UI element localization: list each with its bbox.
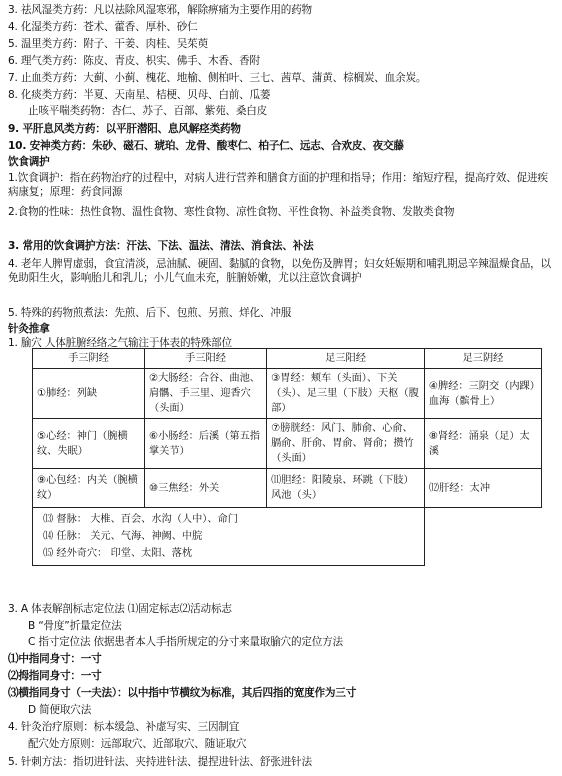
table-cell: ①肺经：列缺 xyxy=(33,369,145,419)
line-zhike: 止咳平喘类药物：杏仁、苏子、百部、紫苑、桑白皮 xyxy=(28,105,268,117)
line-bone-proportional: B “骨度”折量定位法 xyxy=(28,620,122,632)
table-cell: ⑧肾经：涌泉（足）太溪 xyxy=(424,419,541,469)
table-cell: ③胃经：颊车（头面）、下关（头）、足三里（下肢）天枢（腹部） xyxy=(267,369,425,419)
section-heading-diet: 饮食调护 xyxy=(8,156,50,168)
line-huashi: 4. 化湿类方药：苍术、藿香、厚朴、砂仁 xyxy=(8,21,198,33)
line-locating-methods: 3. A 体表解剖标志定位法 ⑴固定标志⑵活动标志 xyxy=(8,603,232,615)
table-row xyxy=(33,369,542,419)
line-finger-cun: C 指寸定位法 依据患者本人手指所规定的分寸来量取腧穴的定位方法 xyxy=(28,636,343,648)
line-anshen: 10. 安神类方药：朱砂、磁石、琥珀、龙骨、酸枣仁、柏子仁、远志、合欢皮、夜交藤 xyxy=(8,140,404,152)
line-decoction: 5. 特殊的药物煎煮法：先煎、后下、包煎、另煎、烊化、冲服 xyxy=(8,307,292,319)
line-liqi: 6. 理气类方药：陈皮、青皮、枳实、佛手、木香、香附 xyxy=(8,55,260,67)
table-header-row xyxy=(33,349,542,369)
line-simple-method: D 简便取穴法 xyxy=(28,704,92,716)
line-diet-methods: 3. 常用的饮食调护方法：汗法、下法、温法、清法、消食法、补法 xyxy=(8,240,314,252)
line-pinggan: 9. 平肝息风类方药：以平肝潜阳、息风解痉类药物 xyxy=(8,123,241,135)
line-finger-breadth-cun: ⑶横指同身寸（一夫法）：以中指中节横纹为标准，其后四指的宽度作为三寸 xyxy=(8,687,357,699)
table-cell: ⑦膀胱经：风门、肺俞、心俞、膈俞、肝俞、胃俞、肾俞；攒竹（头面） xyxy=(267,419,425,469)
table-cell: ⑨心包经：内关（腕横纹） xyxy=(33,469,145,508)
line-zhixue: 7. 止血类方药：大蓟、小蓟、槐花、地榆、侧柏叶、三七、茜草、蒲黄、棕榈炭、血余炭。 xyxy=(8,72,427,84)
meridian-acupoint-table xyxy=(32,348,542,566)
table-cell: ④脾经：三阴交（内踝）血海（髌骨上） xyxy=(424,369,541,419)
section-heading-acupuncture: 针灸推拿 xyxy=(8,323,50,335)
line-acupoint-definition: 1. 腧穴 人体脏腑经络之气输注于体表的特殊部位 xyxy=(8,337,232,349)
line-middle-finger-cun: ⑴中指同身寸：一寸 xyxy=(8,653,102,665)
table-cell: ②大肠经：合谷、曲池、肩髃、手三里、迎香穴（头面） xyxy=(144,369,266,419)
table-row-extra-meridians xyxy=(33,508,542,566)
extra-line-ren-mai: ⒁ 任脉： 关元、气海、神阙、中脘 xyxy=(43,531,203,542)
line-diet-definition: 1.饮食调护：指在药物治疗的过程中，对病人进行营养和膳食方面的护理和指导；作用：缩短疗程，提高疗效、促进疾病康复；原理：药食同源 xyxy=(8,172,548,198)
table-header-cell: 手三阴经 xyxy=(33,349,145,369)
table-header-cell: 足三阳经 xyxy=(267,349,425,369)
extra-line-du-mai: ⒀ 督脉： 大椎、百会、水沟（人中）、命门 xyxy=(43,514,238,525)
table-cell: ⑾胆经：阳陵泉、环跳（下肢）风池（头） xyxy=(267,469,425,508)
extra-line-extra-points: ⒂ 经外奇穴： 印堂、太阳、落枕 xyxy=(43,548,193,559)
line-thumb-cun: ⑵拇指同身寸：一寸 xyxy=(8,670,102,682)
table-cell: ⑥小肠经：后溪（第五指掌关节） xyxy=(144,419,266,469)
table-row xyxy=(33,419,542,469)
line-wenli: 5. 温里类方药：附子、干姜、肉桂、吴茱萸 xyxy=(8,38,208,50)
table-header-cell: 手三阳经 xyxy=(144,349,266,369)
line-food-nature: 2.食物的性味：热性食物、温性食物、寒性食物、凉性食物、平性食物、补益类食物、发散类食物 xyxy=(8,206,455,218)
table-cell: ⑤心经：神门（腕横纹、失眠） xyxy=(33,419,145,469)
table-cell-extra xyxy=(33,508,425,566)
table-header-cell: 足三阴经 xyxy=(424,349,541,369)
table-cell: ⑿肝经：太冲 xyxy=(424,469,541,508)
line-needling-methods: 5. 针刺方法：指切进针法、夹持进针法、提捏进针法、舒张进针法 xyxy=(8,756,312,768)
line-diet-groups: 4. 老年人脾胃虚弱，食宜清淡，忌油腻、硬固、黏腻的食物，以免伤及脾胃；妇女妊娠期和哺乳期忌辛辣温燥食品，以免助阳生火，影响胎儿和乳儿；小儿气血未充，脏腑娇嫩，尤以注意饮食调护 xyxy=(8,258,551,284)
line-huatan: 8. 化痰类方药：半夏、天南星、桔梗、贝母、白前、瓜蒌 xyxy=(8,89,271,101)
line-prescription-principles: 配穴处方原则：远部取穴、近部取穴、随证取穴 xyxy=(28,738,247,750)
table-row xyxy=(33,469,542,508)
line-qufengshi: 3. 祛风湿类方药：凡以祛除风湿寒邪，解除痹痛为主要作用的药物 xyxy=(8,4,312,16)
table-cell: ⑩三焦经：外关 xyxy=(144,469,266,508)
line-treatment-principles: 4. 针灸治疗原则：标本缓急、补虚写实、三因制宜 xyxy=(8,721,240,733)
